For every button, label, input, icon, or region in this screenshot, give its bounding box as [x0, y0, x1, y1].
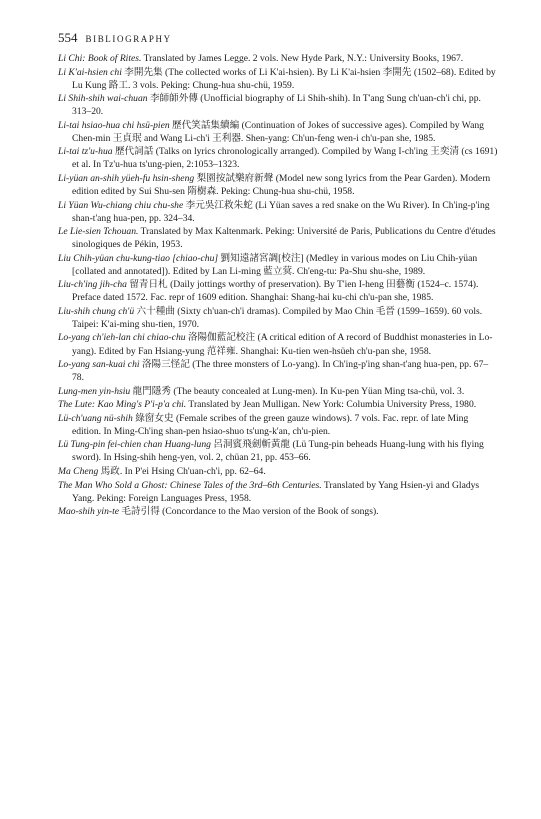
- bibliography-entry: [58, 412, 498, 438]
- entry-details: 六十種曲 (Sixty ch'uan-ch'i dramas). Compiled by Mao Chin 毛晉 (1599–1659). 60 vols. Taipei: K'ai-ming shu-tien, 1970.: [72, 305, 483, 330]
- entry-title: Li Chi: Book of Rites.: [58, 53, 142, 64]
- entry-details: 李開先集 (The collected works of Li K'ai-hsien). By Li K'ai-hsien 李開先 (1502–68). Edited by Lu Kung 路工. 3 vols. Peking: Chung-hua shu-chü, 1959.: [72, 66, 496, 91]
- entry-details: 洛陽伽藍記校注 (A critical edition of A record of Buddhist monasteries in Lo-yang). Edited by Fan Hsiang-yung 范祥雍. Shanghai: Ku-tien wen-hsüeh ch'u-pan she, 1958.: [72, 332, 493, 357]
- entry-details: 馬政. In P'ei Hsing Ch'uan-ch'i, pp. 62–64.: [98, 465, 266, 477]
- bibliography-entry: [58, 119, 498, 145]
- running-header: [58, 29, 498, 46]
- entry-details: 呂洞賓飛劍斬黃龍 (Lü Tung-pin beheads Huang-lung with his flying sword). In Hsing-shih heng-yen, vol. 2, chüan 21, pp. 453–66.: [72, 439, 484, 464]
- entry-title: Liu Chih-yüan chu-kung-tiao [chiao-chu]: [58, 252, 219, 264]
- entry-title: Li Shih-shih wai-chuan: [58, 93, 148, 105]
- entry-details: 劉知遠諸宮調[校注] (Medley in various modes on Liu Chih-yüan [collated and annotated]). Edited by Lan Li-ming 藍立蓂. Ch'eng-tu: Pa-Shu shu-she, 1989.: [72, 252, 478, 277]
- entry-details: 梨園按試樂府新聲 (Model new song lyrics from the Pear Garden). Modern edition edited by Sui Shu-sen 隋樹森. Peking: Chung-hua shu-chü, 1958.: [72, 172, 491, 197]
- bibliography-entry: [58, 145, 498, 171]
- entry-title: Ma Cheng: [58, 465, 99, 477]
- bibliography-entry: [58, 225, 498, 251]
- entry-details: Translated by James Legge. 2 vols. New Hyde Park, N.Y.: University Books, 1967.: [141, 53, 464, 64]
- bibliography-entry: [58, 305, 498, 331]
- entry-title: Liu-shih chung ch'ü: [58, 305, 135, 317]
- entry-details: 李師師外傳 (Unofficial biography of Li Shih-shih). In T'ang Sung ch'uan-ch'i chi, pp. 313–20.: [72, 93, 481, 118]
- bibliography-entry: [58, 438, 498, 464]
- bibliography-entry: [58, 465, 498, 478]
- entry-title: Li Yüan Wu-chiang chiu chu-she: [58, 199, 184, 211]
- bibliography-entry: [58, 66, 498, 92]
- entry-title: Lü-ch'uang nü-shih: [58, 412, 133, 424]
- entry-title: Le Lie-sien Tchouan.: [58, 226, 139, 238]
- bibliography-entry: [58, 505, 498, 518]
- entry-title: Li-tai hsiao-hua chi hsü-pien: [58, 119, 170, 131]
- bibliography-list: [58, 52, 498, 518]
- bibliography-entry: [58, 398, 498, 411]
- entry-details: Translated by Jean Mulligan. New York: Columbia University Press, 1980.: [186, 399, 477, 411]
- entry-details: 洛陽三怪記 (The three monsters of Lo-yang). In Ch'ing-p'ing shan-t'ang hua-pen, pp. 67–78.: [72, 359, 489, 384]
- entry-title: Lung-men yin-hsiu: [58, 385, 131, 397]
- bibliography-entry: [58, 252, 498, 278]
- entry-title: The Lute: Kao Ming's P'i-p'a chi.: [58, 399, 187, 411]
- page-number: 554: [58, 30, 78, 45]
- entry-details: Translated by Yang Hsien-yi and Gladys Yang. Peking: Foreign Languages Press, 1958.: [72, 479, 480, 504]
- entry-title: Lü Tung-pin fei-chien chan Huang-lung: [58, 439, 211, 451]
- bibliography-entry: [58, 331, 498, 357]
- bibliography-entry: [58, 52, 498, 65]
- bibliography-entry: [58, 92, 498, 118]
- bibliography-entry: [58, 278, 498, 304]
- entry-title: Lo-yang ch'ieh-lan chi chiao-chu: [58, 332, 186, 344]
- bibliography-entry: [58, 479, 498, 505]
- bibliography-page: [58, 29, 498, 519]
- entry-details: 龍門隱秀 (The beauty concealed at Lung-men). In Ku-pen Yüan Ming tsa-chü, vol. 3.: [130, 385, 465, 397]
- bibliography-entry: [58, 358, 498, 384]
- entry-details: Translated by Max Kaltenmark. Peking: Université de Paris, Publications du Centre d'études sinologiques de Pékin, 1953.: [72, 226, 496, 251]
- entry-details: 毛詩引得 (Concordance to the Mao version of the Book of songs).: [119, 506, 379, 518]
- entry-details: 歷代詞話 (Talks on lyrics chronologically arranged). Compiled by Wang I-ch'ing 王奕清 (cs 1691) et al. In Tz'u-hua ts'ung-pien, 2:1053–1323.: [72, 146, 498, 171]
- entry-title: Liu-ch'ing jih-cha: [58, 279, 127, 291]
- entry-title: The Man Who Sold a Ghost: Chinese Tales of the 3rd–6th Centuries.: [58, 479, 322, 491]
- entry-title: Li-yüan an-shih yüeh-fu hsin-sheng: [58, 172, 195, 184]
- entry-title: Li K'ai-hsien chi: [58, 66, 122, 78]
- entry-title: Mao-shih yin-te: [58, 506, 120, 518]
- entry-details: 綠窗女史 (Female scribes of the green gauze windows). 7 vols. Fac. repr. of late Ming edition. In Ming-Ch'ing shan-pen hsiao-shuo ts'ung-k'an, ch'u-pien.: [72, 412, 469, 437]
- entry-title: Lo-yang san-kuai chi: [58, 359, 140, 371]
- running-title: BIBLIOGRAPHY: [85, 34, 172, 44]
- entry-details: 李元吳江救朱蛇 (Li Yüan saves a red snake on the Wu River). In Ch'ing-p'ing shan-t'ang hua-pen, pp. 324–34.: [72, 199, 490, 224]
- entry-details: 歷代笑話集續編 (Continuation of Jokes of successive ages). Compiled by Wang Chen-min 王貞珉 and Wang Li-ch'i 王利器. Shen-yang: Ch'un-feng wen-i ch'u-pan she, 1985.: [72, 119, 484, 144]
- bibliography-entry: [58, 199, 498, 225]
- entry-details: 留青日札 (Daily jottings worthy of preservation). By T'ien I-heng 田藝衡 (1524–c. 1574). Preface dated 1572. Fac. repr of 1609 edition. Shanghai: Shang-hai ku-chi ch'u-pan she, 1985.: [72, 279, 479, 304]
- entry-title: Li-tai tz'u-hua: [58, 146, 113, 158]
- bibliography-entry: [58, 385, 498, 398]
- bibliography-entry: [58, 172, 498, 198]
